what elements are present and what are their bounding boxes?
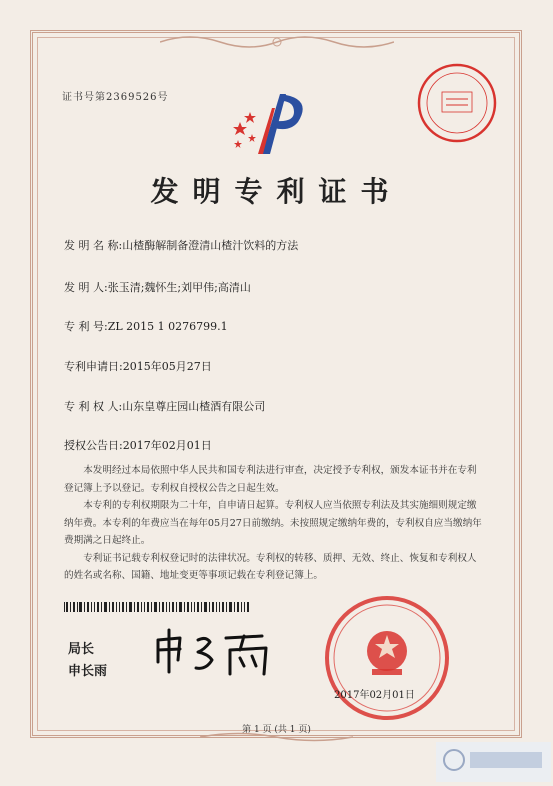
body-paragraph: 专利证书记载专利权登记时的法律状况。专利权的转移、质押、无效、终止、恢复和专利权人的姓名或名称、国籍、地址变更等事项记载在专利登记簿上。: [64, 552, 477, 581]
field-patent-number: [64, 318, 228, 334]
site-watermark: [436, 742, 551, 782]
body-paragraph: 本发明经过本局依照中华人民共和国专利法进行审查，决定授予专利权，颁发本证书并在专利登记簿上予以登记。专利权自授权公告之日起生效。: [64, 465, 477, 494]
field-label: 发 明 名 称:: [64, 239, 123, 252]
seal-date: 2017年02月01日: [334, 690, 415, 701]
field-value: 2015年05月27日: [122, 360, 212, 373]
field-label: 发 明 人:: [64, 281, 108, 294]
field-invention-name: [64, 237, 298, 253]
field-label: 专利申请日:: [64, 360, 123, 373]
certificate-title: 发明专利证书: [150, 175, 403, 208]
field-label: 专 利 号:: [64, 320, 108, 333]
field-value: 山楂酶解制备澄清山楂汁饮料的方法: [122, 239, 299, 252]
certificate-number: 证书号第2369526号: [62, 92, 169, 103]
field-value: 2017年02月01日: [122, 439, 212, 452]
field-patentee: [64, 398, 265, 414]
director-signature: [150, 620, 290, 680]
director-name: 申长雨: [68, 664, 108, 679]
barcode: [64, 602, 249, 612]
field-inventors: [64, 279, 251, 295]
top-ornament: [160, 32, 394, 52]
director-title: 局长: [68, 642, 95, 657]
page-footer: 第 1 页 (共 1 页): [242, 725, 311, 735]
field-value: 山东皇尊庄园山楂酒有限公司: [122, 400, 266, 413]
field-label: 专 利 权 人:: [64, 400, 123, 413]
field-value: ZL 2015 1 0276799.1: [107, 320, 228, 333]
field-application-date: [64, 358, 212, 374]
agency-stamp: [416, 62, 498, 144]
body-paragraph: 本专利的专利权期限为二十年，自申请日起算。专利权人应当依照专利法及其实施细则规定缴纳年费。本专利的年费应当在每年05月27日前缴纳。未按照规定缴纳年费的，专利权自应当缴纳年费期满之日起终止。: [64, 500, 482, 546]
field-label: 授权公告日:: [64, 439, 123, 452]
field-grant-date: [64, 437, 212, 453]
patent-office-logo: [228, 88, 318, 158]
certificate-body: [64, 462, 484, 585]
official-seal: [322, 593, 452, 723]
field-value: 张玉清;魏怀生;刘甲伟;高清山: [107, 281, 251, 294]
